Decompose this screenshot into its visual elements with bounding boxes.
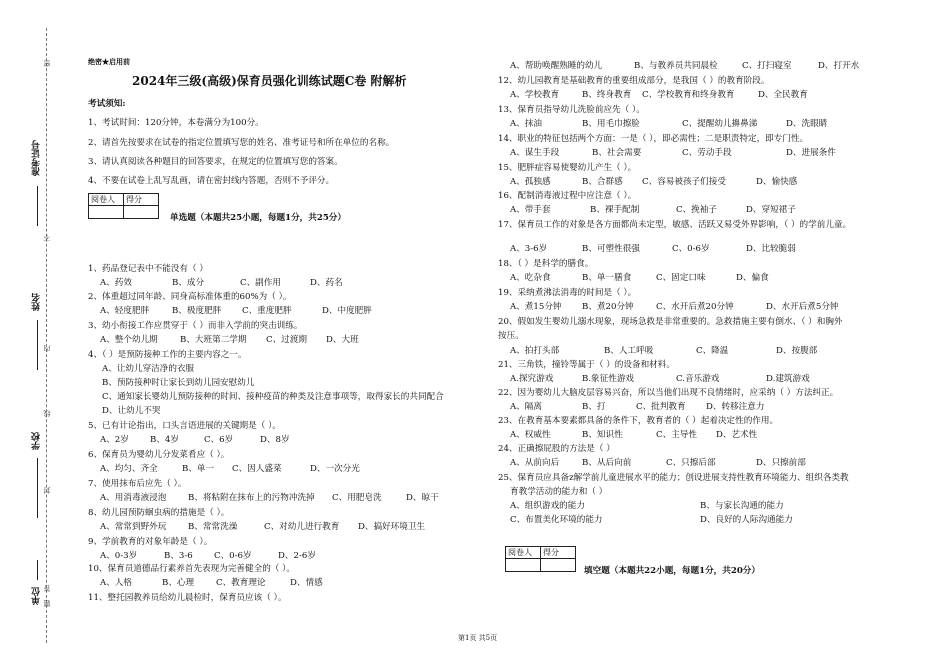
option: B、知识性 xyxy=(582,430,623,440)
option: C、挽袖子 xyxy=(676,205,717,215)
option: C、重度肥胖 xyxy=(242,306,292,316)
option: D、让幼儿不哭 xyxy=(102,406,161,416)
question-text: 19、采纳煮沸法消毒的时间是（ ）。 xyxy=(498,288,637,298)
option: C、用肥皂洗 xyxy=(332,493,382,503)
option: B、用毛巾擦脸 xyxy=(582,119,640,129)
seal-mark: 题 xyxy=(43,600,51,607)
option: C、通知家长婴幼儿预防接种的时间、接种疫苗的种类及注意事项等，取得家长的共同配合 xyxy=(102,392,444,402)
option: B、成分 xyxy=(172,278,205,288)
option: B、预防接种时让家长到幼儿园安慰幼儿 xyxy=(102,378,255,388)
option: C、打扫寝室 xyxy=(742,61,792,71)
seal-mark: 封 xyxy=(43,487,51,494)
unit-label: 单位 xyxy=(32,587,42,605)
option: B、常常洗澡 xyxy=(188,522,238,532)
exam-number-label: 准考证号 xyxy=(32,140,42,176)
option: A、谋生手段 xyxy=(510,148,560,158)
question-text: 5、已有计论指出，口头言语进展的关键期是（ ）。 xyxy=(88,421,281,431)
option: C、教育理论 xyxy=(216,578,266,588)
scorer-entry[interactable] xyxy=(89,206,124,219)
option: B、从后向前 xyxy=(582,458,632,468)
section-title: 单选题（本题共25小题，每题1分，共25分） xyxy=(170,213,346,223)
option: D、艺术性 xyxy=(716,430,758,440)
option: A、帮助唤醒熟睡的幼儿 xyxy=(510,61,603,71)
option: B、社会需要 xyxy=(592,148,642,158)
option: C、0-6岁 xyxy=(672,244,710,254)
score-entry[interactable] xyxy=(541,559,576,572)
question-text: 14、职业的特征包括两个方面：一是（ ），即必需性；二是职责特定，即专门性。 xyxy=(498,134,809,144)
option: D、愉快感 xyxy=(756,177,798,187)
option: C、副作用 xyxy=(240,278,281,288)
option: B、打 xyxy=(582,402,606,412)
option: B、裸手配制 xyxy=(590,205,640,215)
option: B、4岁 xyxy=(150,435,179,445)
option: A、抹油 xyxy=(510,119,542,129)
option: B、与教养员共同晨检 xyxy=(634,61,718,71)
option: D、转移注意力 xyxy=(706,402,765,412)
option: D、穿短裙子 xyxy=(746,205,796,215)
option: B、合群感 xyxy=(582,177,623,187)
option: C、对幼儿进行教育 xyxy=(264,522,340,532)
option: C、只擦后部 xyxy=(666,458,716,468)
unit-field[interactable] xyxy=(37,560,38,580)
school-field[interactable] xyxy=(37,458,38,518)
seal-mark: 密 xyxy=(43,60,51,67)
option: D、偏食 xyxy=(736,273,769,283)
option: C.音乐游戏 xyxy=(676,374,720,384)
option: D、搞好环境卫生 xyxy=(358,522,426,532)
seal-mark: 答 xyxy=(43,585,51,592)
question-text: 24、正确擦屁股的方法是（ ） xyxy=(498,444,615,454)
option: D、晾干 xyxy=(406,493,439,503)
option: D、全民教育 xyxy=(758,90,808,100)
option: B、单一膳食 xyxy=(582,273,632,283)
option: D、打开水 xyxy=(818,61,860,71)
option: B、单一 xyxy=(182,464,215,474)
option: D、按腹部 xyxy=(776,346,818,356)
notice-item: 3、请认真阅读各种题目的回答要求，在规定的位置填写您的答案。 xyxy=(88,157,343,167)
option: C、降温 xyxy=(696,346,729,356)
question-text: 21、三角铁，撞铃等属于（ ）的设备和材料。 xyxy=(498,360,675,370)
option: B、可塑性很强 xyxy=(582,244,640,254)
option: C、劳动手段 xyxy=(682,148,732,158)
score-box xyxy=(88,193,159,219)
section-title: 填空题（本题共22小题，每题1分，共20分） xyxy=(584,566,760,576)
option: A、学校教育 xyxy=(510,90,560,100)
option: D、进展条件 xyxy=(786,148,836,158)
scorer-cell: 阅卷人 xyxy=(89,194,124,206)
option: C、水开后煮20分钟 xyxy=(656,302,734,312)
option: C、0-6岁 xyxy=(214,551,252,561)
option: A、药效 xyxy=(100,278,132,288)
option: C、因人盛菜 xyxy=(232,464,282,474)
option: A、整个幼儿期 xyxy=(100,335,158,345)
question-text: 13、保育员指导幼儿洗脸前应先（ ）。 xyxy=(498,105,645,115)
question-text: 25、保育员应具备z解学前儿童进展水平的能力；创设进展支持性教育环境能力、组织各类教 xyxy=(498,473,849,483)
option: B、煮20分钟 xyxy=(582,302,634,312)
question-text: 12、幼儿园教育是基础教育的重要组成部分，是我国（ ）的教育阶段。 xyxy=(498,76,770,86)
option: A、0-3岁 xyxy=(100,551,138,561)
question-text: 按压。 xyxy=(498,331,524,341)
question-text: 3、幼小衔接工作应贯穿于（ ）而非入学前的突击训练。 xyxy=(88,321,303,331)
option: C、6岁 xyxy=(204,435,234,445)
option: C、固定口味 xyxy=(656,273,706,283)
option: C、主导性 xyxy=(656,430,697,440)
option: D、只擦前部 xyxy=(756,458,806,468)
question-text: 4、（ ）是预防接种工作的主要内容之一。 xyxy=(88,350,247,360)
secret-mark: 绝密★启用前 xyxy=(88,57,130,66)
option: A、煮15分钟 xyxy=(510,302,562,312)
option: A.探究游戏 xyxy=(510,374,554,384)
option: A、让幼儿穿洁净的衣服 xyxy=(102,364,195,374)
question-text: 22、因为婴幼儿大脑皮层容易兴奋，所以当他们出现不良情绪时，应采纳（ ）方法纠正。 xyxy=(498,388,839,398)
name-field[interactable] xyxy=(37,320,38,370)
option: B、3-6 xyxy=(164,551,193,561)
seal-line xyxy=(46,28,47,643)
score-cell: 得分 xyxy=(124,194,159,206)
question-text: 6、保育员为婴幼儿分发菜肴应（ ）。 xyxy=(88,450,230,460)
question-text: 8、幼儿园预防蛔虫病的措施是（ ）。 xyxy=(88,508,230,518)
score-box xyxy=(505,546,576,572)
option: D、2-6岁 xyxy=(278,551,316,561)
question-text: 11、整托园教养员给幼儿晨检时，保育员应该（ ）。 xyxy=(88,593,287,603)
school-label: 学校 xyxy=(32,432,42,450)
option: A、吃杂食 xyxy=(510,273,551,283)
option: C、提醒幼儿擤鼻涕 xyxy=(682,119,758,129)
question-text: 20、假如发生婴幼儿溺水现象，现场急救是非常重要的。急救措施主要有倒水、（ ）和胸外 xyxy=(498,317,843,327)
question-text: 15、肥胖症容易使婴幼儿产生（ ）。 xyxy=(498,163,637,173)
option: C、学校教育和终身教育 xyxy=(642,90,735,100)
page-title: 2024年三级(高级)保育员强化训练试题C卷 附解析 xyxy=(132,74,407,88)
option: D.建筑游戏 xyxy=(766,374,810,384)
option: A、轻度肥胖 xyxy=(100,306,150,316)
option: A、2岁 xyxy=(100,435,129,445)
notice-item: 4、不要在试卷上乱写乱画，请在密封线内答题，否则不予评分。 xyxy=(88,176,335,186)
option: D、中度肥胖 xyxy=(322,306,372,316)
option: A、带手套 xyxy=(510,205,551,215)
question-text: 23、在教育基本要素都具备的条件下，教育者的（ ）起着决定性的作用。 xyxy=(498,416,779,426)
option: B、将粘附在抹布上的污物冲洗掉 xyxy=(188,493,315,503)
scorer-entry[interactable] xyxy=(506,559,541,572)
option: A、权威性 xyxy=(510,430,551,440)
notice-item: 1、考试时间：120分钟，本卷满分为100分。 xyxy=(88,118,264,128)
question-text: 10、保育员道德品行素养首先表现为完善健全的（ ）。 xyxy=(88,564,296,574)
question-text: 1、药品登记表中不能没有（ ） xyxy=(88,264,208,274)
seal-mark: 线 xyxy=(43,410,51,417)
option: A、从前向后 xyxy=(510,458,560,468)
question-text: 育教学活动的能力和（ ） xyxy=(510,487,608,497)
option: A、拍打头部 xyxy=(510,346,560,356)
option: A、3-6岁 xyxy=(510,244,548,254)
option: C、过渡期 xyxy=(266,335,307,345)
option: D、洗眼睛 xyxy=(786,119,828,129)
option: D、一次分光 xyxy=(310,464,360,474)
option: B、大班第二学期 xyxy=(180,335,247,345)
question-text: 18、（ ）是科学的膳食。 xyxy=(498,259,594,269)
option: B、人工呼吸 xyxy=(604,346,654,356)
option: B、与家长沟通的能力 xyxy=(700,501,784,511)
option: A、人格 xyxy=(100,578,132,588)
seal-mark: 不 xyxy=(43,234,51,241)
option: B、终身教育 xyxy=(582,90,632,100)
question-text: 9、学前教育的对象年龄是（ ）。 xyxy=(88,537,213,547)
option: D、药名 xyxy=(310,278,343,288)
seal-mark: 内 xyxy=(43,345,51,352)
notice-heading: 考试须知: xyxy=(88,99,126,109)
option: A、隔离 xyxy=(510,402,542,412)
question-text: 16、配制消毒液过程中应注意（ ）。 xyxy=(498,191,637,201)
scorer-cell: 阅卷人 xyxy=(506,547,541,559)
option: A、用消毒液浸泡 xyxy=(100,493,167,503)
name-label: 姓名 xyxy=(32,293,42,311)
option: D、8岁 xyxy=(260,435,290,445)
exam-number-field[interactable] xyxy=(37,186,38,226)
question-text: 2、体重超过同年龄、同身高标准体重的60%为（ ）。 xyxy=(88,292,292,302)
option: D、良好的人际沟通能力 xyxy=(700,515,793,525)
score-cell: 得分 xyxy=(541,547,576,559)
option: C、布置美化环境的能力 xyxy=(510,515,603,525)
option: D、大班 xyxy=(326,335,359,345)
option: A、常常到野外玩 xyxy=(100,522,167,532)
option: A、均匀、齐全 xyxy=(100,464,158,474)
question-text: 17、保育员工作的对象是各方面都尚未定型，敏感、活跃又易受外界影响，（ ）的学前儿童。 xyxy=(498,220,852,230)
score-entry[interactable] xyxy=(124,206,159,219)
question-text: 7、使用抹布后应先（ ）。 xyxy=(88,479,187,489)
notice-item: 2、请首先按要求在试卷的指定位置填写您的姓名、准考证号和所在单位的名称。 xyxy=(88,138,395,148)
option: A、孤独感 xyxy=(510,177,551,187)
option: C、批判教育 xyxy=(636,402,686,412)
option: D、水开后煮5分钟 xyxy=(766,302,839,312)
page-number: 第1页 共5页 xyxy=(458,634,498,642)
option: B、心理 xyxy=(162,578,195,588)
option: A、组织游戏的能力 xyxy=(510,501,585,511)
option: B、极度肥胖 xyxy=(172,306,222,316)
option: C、容易被孩子们接受 xyxy=(642,177,726,187)
option: B.象征性游戏 xyxy=(582,374,635,384)
option: D、比较脆弱 xyxy=(746,244,796,254)
option: D、情感 xyxy=(290,578,323,588)
